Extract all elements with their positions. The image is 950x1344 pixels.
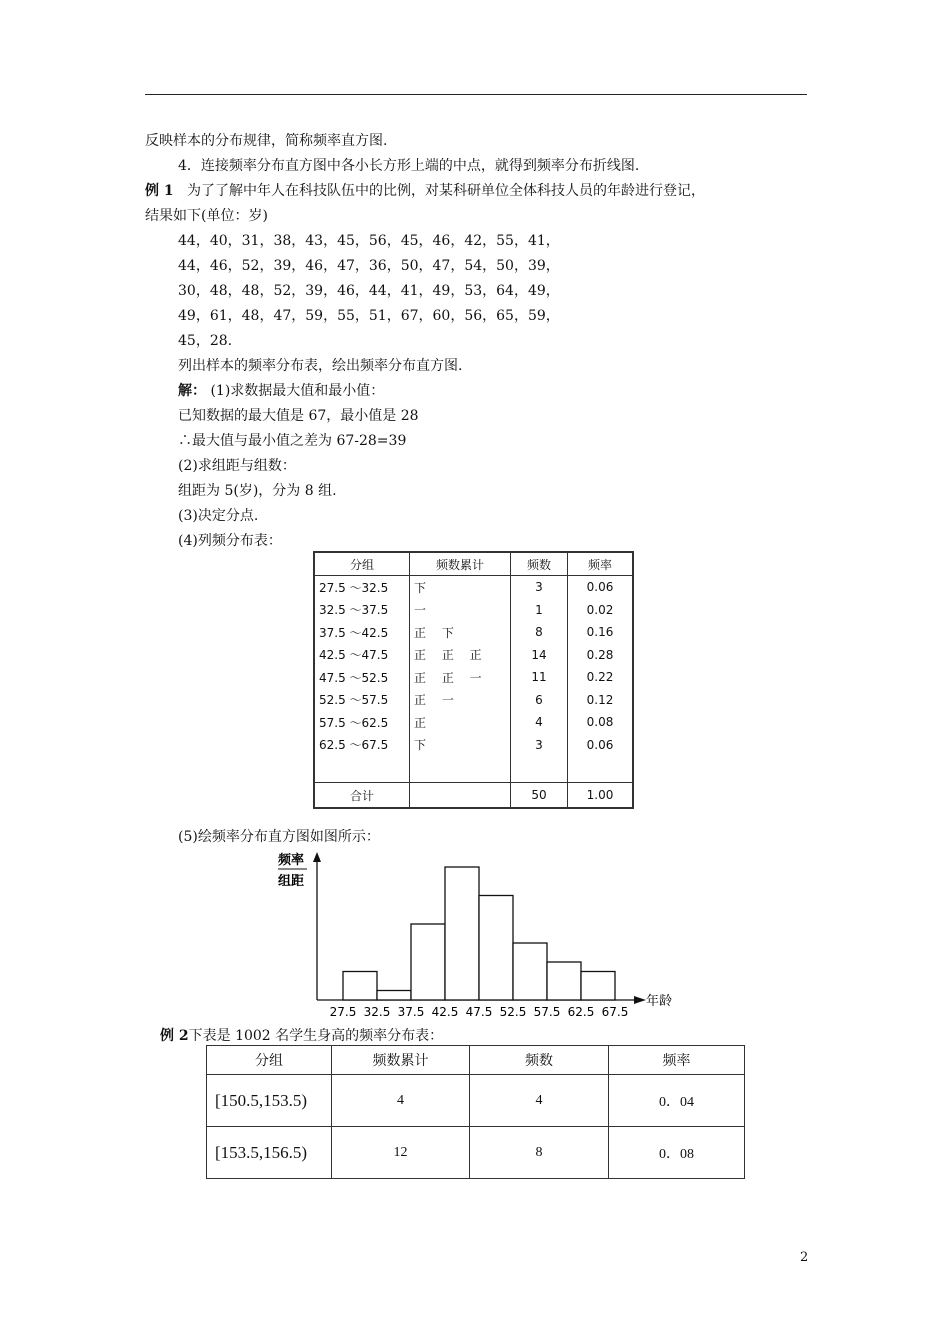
data-line: 45，28. <box>178 333 233 349</box>
table-row <box>314 689 633 712</box>
cell-frequency: 0．04 <box>609 1075 745 1127</box>
table-row <box>314 576 633 599</box>
histogram-bar <box>479 896 513 1001</box>
total-frequency: 1.00 <box>568 783 634 809</box>
col-header-count: 频数 <box>511 552 568 576</box>
x-tick-label: 47.5 <box>465 1005 493 1018</box>
cell-count: 1 <box>511 599 568 622</box>
intro-line: 反映样本的分布规律，简称频率直方图. <box>145 133 388 149</box>
x-tick-label: 32.5 <box>363 1005 391 1018</box>
cell-frequency: 0.12 <box>568 689 634 712</box>
data-line: 44，46，52，39，46，47，36，50，47，54，50，39， <box>178 258 560 274</box>
step3: (3)决定分点. <box>178 508 259 524</box>
cell-tally: 正 正 一 <box>410 666 511 689</box>
cell-group: [150.5,153.5) <box>207 1075 332 1127</box>
cell-tally: 下 <box>410 576 511 599</box>
example1-text1: 为了了解中年人在科技队伍中的比例，对某科研单位全体科技人员的年龄进行登记， <box>186 183 705 199</box>
data-line: 49，61，48，47，59，55，51，67，60，56，65，59， <box>178 308 560 324</box>
cell-group: 57.5 ～62.5 <box>314 711 410 734</box>
solution-label: 解： <box>178 383 206 399</box>
cell-tally: 正 正 正 <box>410 644 511 667</box>
x-tick-label: 42.5 <box>431 1005 459 1018</box>
width-groups-line: 组距为 5(岁)，分为 8 组. <box>178 483 337 499</box>
cell-count: 4 <box>470 1075 609 1127</box>
x-tick-label: 62.5 <box>567 1005 595 1018</box>
table-header-row <box>207 1046 745 1075</box>
bars-group <box>343 867 615 1000</box>
height-frequency-table <box>206 1045 745 1179</box>
col-header-tally: 频数累计 <box>410 552 511 576</box>
histogram-bar <box>581 972 615 1001</box>
table-row <box>207 1075 745 1127</box>
header-rule <box>145 94 807 95</box>
y-label-bottom: 组距 <box>278 874 305 889</box>
cell-frequency: 0.16 <box>568 621 634 644</box>
cell-group: 42.5 ～47.5 <box>314 644 410 667</box>
cell-tally: 正 <box>410 711 511 734</box>
histogram-bar <box>445 867 479 1000</box>
cell-count: 3 <box>511 734 568 757</box>
y-label-top: 频率 <box>278 853 305 868</box>
cell-cumulative: 12 <box>332 1127 470 1179</box>
table-header-row <box>314 552 633 576</box>
cell-group: 52.5 ～57.5 <box>314 689 410 712</box>
example2-label: 例 2 <box>160 1028 189 1044</box>
cell-group: 47.5 ～52.5 <box>314 666 410 689</box>
table-row <box>314 621 633 644</box>
col-header-cumulative: 频数累计 <box>332 1046 470 1075</box>
col-header-frequency: 频率 <box>609 1046 745 1075</box>
x-tick-label: 27.5 <box>329 1005 357 1018</box>
cell-count: 6 <box>511 689 568 712</box>
cell-count: 14 <box>511 644 568 667</box>
example1-text2: 结果如下(单位：岁) <box>145 208 268 224</box>
x-tick-label: 37.5 <box>397 1005 425 1018</box>
cell-count: 3 <box>511 576 568 599</box>
data-line: 44，40，31，38，43，45，56，45，46，42，55，41， <box>178 233 560 249</box>
example1-task: 列出样本的频率分布表，绘出频率分布直方图. <box>178 358 463 374</box>
data-line: 30，48，48，52，39，46，44，41，49，53，64，49， <box>178 283 560 299</box>
cell-tally: 下 <box>410 734 511 757</box>
example2-text: 下表是 1002 名学生身高的频率分布表： <box>188 1028 444 1044</box>
table-row <box>314 666 633 689</box>
cell-frequency: 0.28 <box>568 644 634 667</box>
histogram-bar <box>377 991 411 1001</box>
example2-line <box>160 1025 443 1045</box>
table-row-blank <box>314 756 633 783</box>
total-count: 50 <box>511 783 568 809</box>
table-row <box>314 644 633 667</box>
example1-label: 例 1 <box>145 183 174 199</box>
step5: (5)绘频率分布直方图如图所示： <box>178 829 380 845</box>
cell-tally: 正 下 <box>410 621 511 644</box>
cell-frequency: 0.06 <box>568 734 634 757</box>
table-row <box>314 711 633 734</box>
col-header-frequency: 频率 <box>568 552 634 576</box>
histogram-bar <box>343 972 377 1001</box>
cell-tally: 一 <box>410 599 511 622</box>
cell-group: 27.5 ～32.5 <box>314 576 410 599</box>
cell-cumulative: 4 <box>332 1075 470 1127</box>
cell-tally: 正 一 <box>410 689 511 712</box>
cell-frequency: 0.22 <box>568 666 634 689</box>
cell-frequency: 0.02 <box>568 599 634 622</box>
cell-group: 62.5 ～67.5 <box>314 734 410 757</box>
col-header-group: 分组 <box>207 1046 332 1075</box>
step1-text: (1)求数据最大值和最小值： <box>210 383 385 399</box>
histogram-bar <box>513 943 547 1000</box>
cell-count: 8 <box>511 621 568 644</box>
table-total-row <box>314 783 633 809</box>
max-min-line: 已知数据的最大值是 67，最小值是 28 <box>178 408 419 424</box>
point-4: 4．连接频率分布直方图中各小长方形上端的中点，就得到频率分布折线图. <box>178 158 640 174</box>
x-tick-label: 57.5 <box>533 1005 561 1018</box>
x-axis-label: 年龄 <box>646 994 673 1009</box>
example1-line1 <box>145 180 705 200</box>
tick-labels-group <box>330 1005 629 1018</box>
cell-group: 32.5 ～37.5 <box>314 599 410 622</box>
page-number: 2 <box>800 1250 809 1265</box>
table-row <box>314 734 633 757</box>
cell-group: [153.5,156.5) <box>207 1127 332 1179</box>
cell-frequency: 0.08 <box>568 711 634 734</box>
frequency-table <box>313 551 634 809</box>
x-tick-label: 67.5 <box>601 1005 629 1018</box>
histogram-bar <box>411 924 445 1000</box>
cell-count: 11 <box>511 666 568 689</box>
col-header-count: 频数 <box>470 1046 609 1075</box>
table-row <box>314 599 633 622</box>
difference-line: ∴最大值与最小值之差为 67-28=39 <box>178 433 407 449</box>
solution-step1 <box>178 380 384 400</box>
histogram-bar <box>547 962 581 1000</box>
cell-group: 37.5 ～42.5 <box>314 621 410 644</box>
y-axis-arrow <box>313 852 321 862</box>
step2: (2)求组距与组数： <box>178 458 296 474</box>
total-label: 合计 <box>314 783 410 809</box>
table-row <box>207 1127 745 1179</box>
x-axis-arrow <box>634 996 646 1004</box>
cell-frequency: 0．08 <box>609 1127 745 1179</box>
histogram-chart <box>270 848 690 1018</box>
cell-frequency: 0.06 <box>568 576 634 599</box>
cell-count: 8 <box>470 1127 609 1179</box>
cell-count: 4 <box>511 711 568 734</box>
step4: (4)列频分布表： <box>178 533 282 549</box>
x-tick-label: 52.5 <box>499 1005 527 1018</box>
col-header-group: 分组 <box>314 552 410 576</box>
